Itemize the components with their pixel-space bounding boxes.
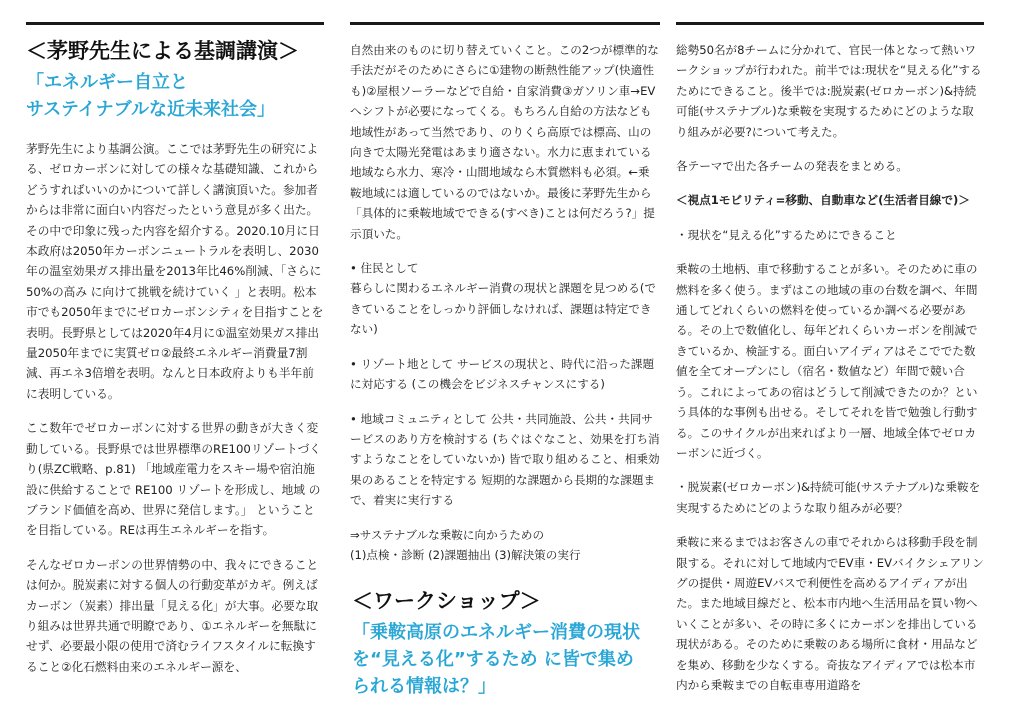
- body-paragraph: ここ数年でゼロカーボンに対する世界の動きが大きく変動している。長野県では世界標準のRE100リゾートづくり(県ZC戦略、p.81) 「地域産電力をスキー場や宿泊施設に供給することで RE100 リゾートを形成し、地域 のブランド価値を高め、世界に発信します。」 ということを目指している。REは再生エネルギーを指す。: [26, 421, 321, 538]
- body-paragraph: 乗鞍に来るまではお客さんの車でそれからは移動手段を制限する。それに対して地域内でEV車・EVバイクシェアリングの提供・周遊EVバスで利便性を高めるアイディアが出た。また地域目線だと、松本市内地へ生活用品を買い物へいくことが多い、その時に多くにカーボンを排出している現状がある。そのために乗鞍のある場所に食材・用品などを集め、移動を少なくする。奇抜なアイディアでは松本市内から乗鞍までの自転車専用道路を: [676, 535, 984, 692]
- workshop-subtitle: [352, 619, 660, 700]
- bullet-resort: • リゾート地として サービスの現状と、時代に沿った課題に対応する (この機会をビジネスチャンスにする): [350, 356, 655, 392]
- body-paragraph: 茅野先生により基調公演。ここでは茅野先生の研究による、ゼロカーボンに対しての様々な基礎知識、これからどうすればいいのかについて詳しく講演頂いた。参加者からは非常に面白い内容だったという意見が多く出た。その中で印象に残った内容を紹介する。2020.10月に日本政府は2050年カーボンニュートラルを表明し、2030年の温室効果ガス排出量を2013年比46%削減、「さらに50%の高み に向けて挑戦を続けていく 」と表明。松本市でも2050年までにゼロカーボンシティを目指すことを表明。長野県としては2020年4月に①温室効果ガス排出量2050年までに実質ゼロ②最終エネルギー消費量7割減、再エネ3倍増を表明。なんと日本政府よりも半年前に表明している。: [26, 142, 324, 401]
- column-rule: [26, 22, 324, 25]
- keynote-subtitle-line: 「エネルギー自立と: [26, 72, 188, 93]
- body-paragraph: 自然由来のものに切り替えていくこと。この2つが標準的な手法だがそのためにさらに①建物の断熱性能アップ(快適性も)②屋根ソーラーなどで自給・自家消費③ガソリン車→EVへシフトが必要になってくる。もちろん自給の方法なども地域性があって当然であり、のりくら高原では標高、山の向きで太陽光発電はあまり適さない。水力に恵まれている地域なら水力、寒冷・山間地域なら木質燃料も必須。←乗鞍地域には適しているのではないか。最後に茅野先生から「具体的に乗鞍地域でできる(すべき)ことは何だろう?」提示頂いた。: [350, 43, 659, 241]
- steps-paragraph: ⇒サステナブルな乗鞍に向かうための (1)点検・診断 (2)課題抽出 (3)解決策の実行: [350, 527, 581, 562]
- body-paragraph: 総勢50名が8チームに分かれて、官民一体となって熱いワークショップが行われた。前半では:現状を“見える化”するためにできること。後半では:脱炭素(ゼロカーボン)&持続可能(サステナブル)な乗鞍を実現するためにどのような取り組みが必要?について考えた。: [676, 43, 982, 139]
- section-heading-mobility: ＜視点1モビリティ=移動、自動車など(生活者目線で)＞: [676, 193, 970, 208]
- body-paragraph: ・脱炭素(ゼロカーボン)&持続可能(サステナブル)な乗鞍を実現するためにどのような取り組みが必要？: [676, 480, 981, 515]
- body-paragraph: 各テーマで出た各チームの発表をまとめる。: [676, 159, 908, 174]
- workshop-subtitle-line: られる情報は？」: [352, 676, 496, 698]
- column-2: [350, 0, 660, 724]
- bullet-community: • 地域コミュニティとして 公共・共同施設、公共・共同サービスのあり方を検討する (ちぐはぐなこと、効果を打ち消すようなことをしていないか) 皆で取り組めること、相乗効果のあることを特定する 短期的な課題から長期的な課題まで、着実に実行する: [350, 411, 660, 508]
- keynote-subtitle-line: サステイナブルな近未来社会」: [26, 99, 275, 120]
- bullet-resident: • 住民として 暮らしに関わるエネルギー消費の現状と課題を見つめる(できていることをしっかり評価しなければ、課題は特定できない): [350, 261, 656, 337]
- workshop-subtitle-line: 「乗鞍高原のエネルギー消費の現状: [352, 622, 640, 644]
- keynote-subtitle: [26, 69, 324, 123]
- column-1: [26, 0, 324, 724]
- keynote-title: ＜茅野先生による基調講演＞: [26, 39, 299, 63]
- column-3: [676, 0, 984, 724]
- body-paragraph: 乗鞍の土地柄、車で移動することが多い。そのために車の燃料を多く使う。まずはこの地域の車の台数を調べ、年間通してどれくらいの燃料を使っているか調べる必要がある。その上で数値化し、毎年どれくらいカーボンを削減できているか、検証する。面白いアイディアはそこででた数値を全てオープンにし（宿名・数値など）年間で競い合う。これによってあの宿はどうして削減できたのか？という具体的な事例も出せる。そしてそれを皆で勉強し行動する。このサイクルが出来ればより一層、地域全体でゼロカーボンに近づく。: [676, 262, 978, 460]
- body-paragraph: そんなゼロカーボンの世界情勢の中、我々にできることは何か。脱炭素に対する個人の行動変革がカギ。例えばカーボン（炭素）排出量「見える化」が大事。必要な取り組みは世界共通で明瞭であり、①エネルギーを無駄にせず、必要最小限の使用で済むライフスタイルに転換すること②化石燃料由来のエネルギー源を、: [26, 557, 319, 674]
- workshop-title: ＜ワークショップ＞: [352, 589, 541, 614]
- workshop-subtitle-line: を“見える化”するため に皆で集め: [352, 649, 634, 671]
- body-paragraph: ・現状を“見える化”するためにできること: [676, 227, 897, 242]
